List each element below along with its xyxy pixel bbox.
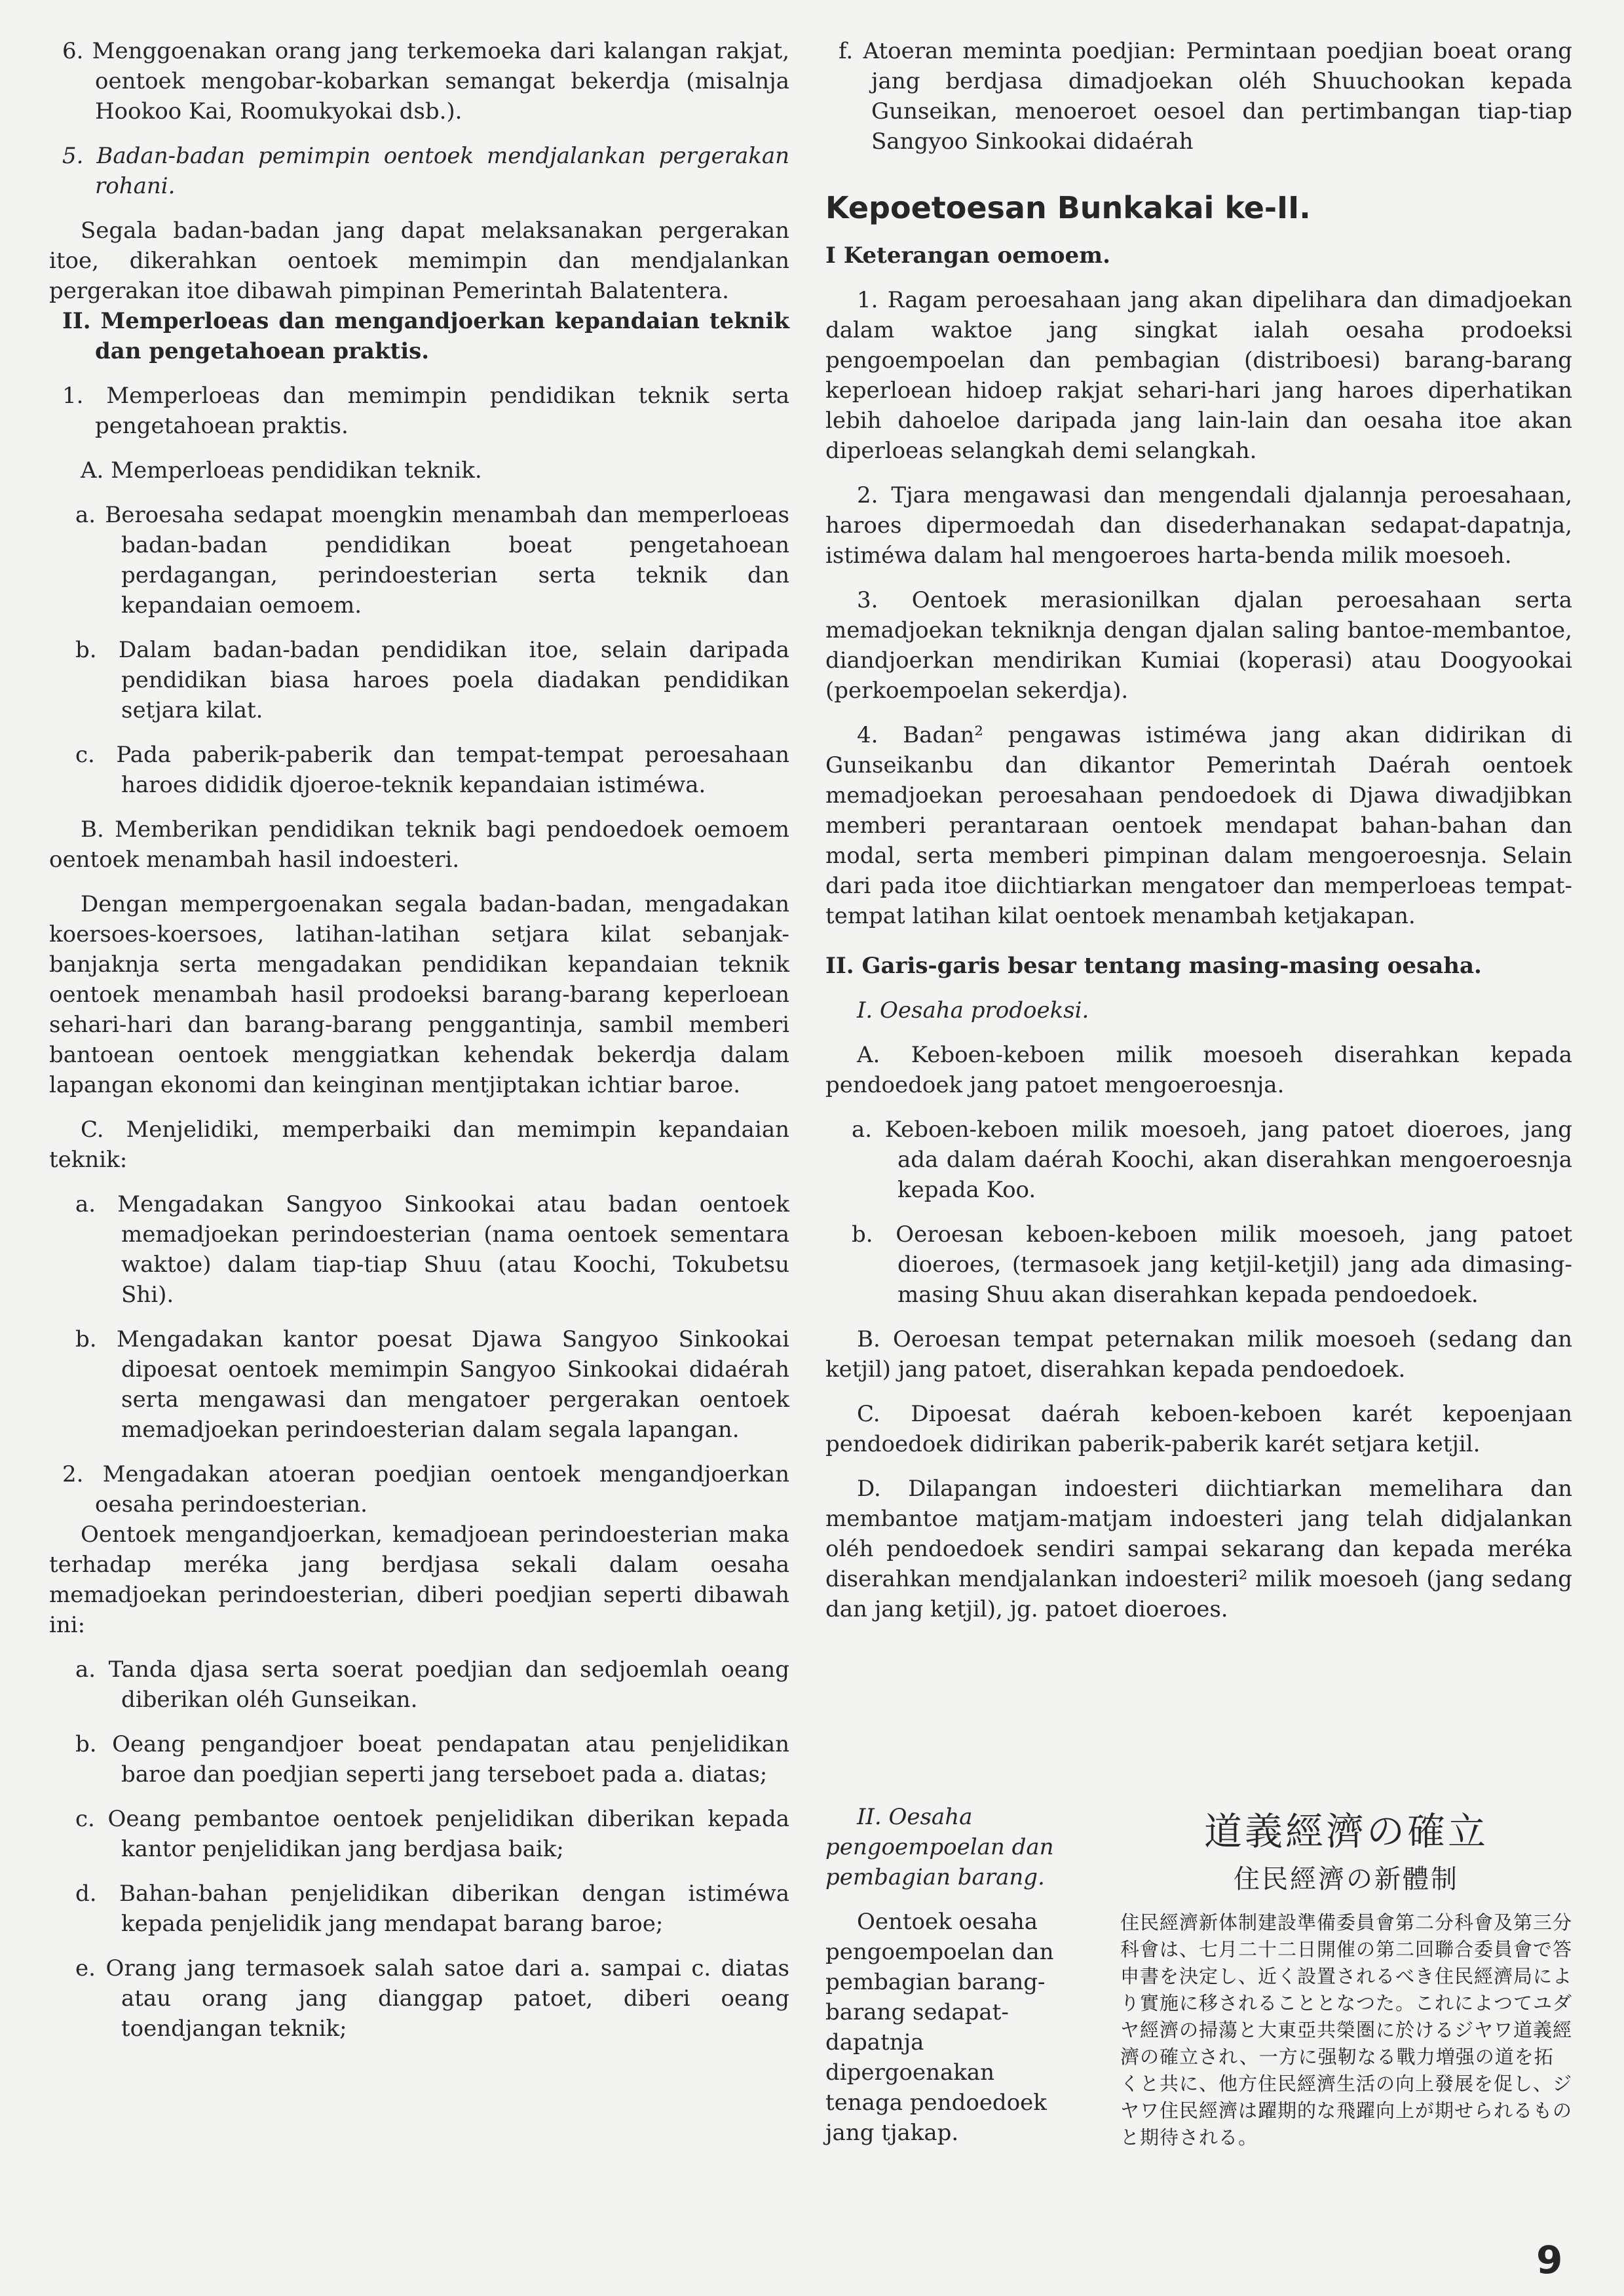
paragraph: 6. Menggoenakan orang jang terkemoeka dari kalangan rakjat, oentoek mengobar-kobarkan semangat bekerdja (misalnja Hookoo Kai, Roomukyokai dsb.). xyxy=(62,38,789,124)
paragraph: C. Dipoesat daérah keboen-keboen karét kepoenjaan pendoedoek didirikan paberik-paberik karét setjara ketjil. xyxy=(825,1401,1572,1457)
paragraph: 1. Ragam peroesahaan jang akan dipelihara dan dimadjoekan dalam waktoe jang singkat ialah oesaha prodoeksi pengoempoelan dan pembagian (distriboesi) barang-barang keperloean hidoep rakjat sehari-hari jang haroes diperhatikan lebih dahoeloe daripada jang lain-lain dan oesaha itoe akan diperloeas selangkah demi selangkah. xyxy=(825,287,1572,464)
paragraph: II. Oesaha pengoempoelan dan pembagian barang. xyxy=(825,1804,1054,1890)
paragraph: 4. Badan² pengawas istiméwa jang akan didirikan di Gunseikanbu dan dikantor Pemerintah Daérah oentoek memadjoekan peroesahaan pendoedoek di Djawa diwadjibkan memberi perantaraan oentoek mendapat bahan-bahan dan modal, serta memberi pimpinan dalam mengoeroesnja. Selain dari pada itoe diichtiarkan mengatoer dan memperloeas tempat-tempat latihan kilat oentoek menambah ketjakapan. xyxy=(825,722,1572,929)
japanese-subtitle: 住民經濟の新體制 xyxy=(1234,1864,1459,1894)
paragraph: II. Memperloeas dan mengandjoerkan kepandaian teknik dan pengetahoean praktis. xyxy=(62,308,789,364)
paragraph: B. Oeroesan tempat peternakan milik moesoeh (sedang dan ketjil) jang patoet, diserahkan kepada pendoedoek. xyxy=(825,1326,1572,1383)
japanese-body: 住民經濟新体制建設準備委員會第二分科會及第三分科會は、七月二十二日開催の第二回聯合委員會で答申書を決定し、近く設置されるべき住民經濟局により實施に移されることとなつた。これによつてユダヤ經濟の掃蕩と大東亞共榮圏に於けるジヤワ道義經濟の確立され、一方に强靭なる戰力増强の道を拓くと共に、他方住民經濟生活の向上發展を促し、ジヤワ住民經濟は躍期的な飛躍向上が期せられるものと期待される。 xyxy=(1120,1911,1573,2149)
paragraph: a. Keboen-keboen milik moesoeh, jang patoet dioeroes, jang ada dalam daérah Koochi, akan diserahkan mengoeroesnja kepada Koo. xyxy=(852,1117,1572,1203)
paragraph: c. Pada paberik-paberik dan tempat-tempat peroesahaan haroes dididik djoeroe-teknik kepandaian istiméwa. xyxy=(75,742,789,798)
right-column xyxy=(825,36,1572,1624)
paragraph: 1. Memperloeas dan memimpin pendidikan teknik serta pengetahoean praktis. xyxy=(62,383,789,439)
paragraph: A. Keboen-keboen milik moesoeh diserahkan kepada pendoedoek jang patoet mengoeroesnja. xyxy=(825,1042,1572,1098)
paragraph: b. Mengadakan kantor poesat Djawa Sangyoo Sinkookai dipoesat oentoek memimpin Sangyoo Sinkookai didaérah serta mengawasi dan mengatoer pergerakan oentoek memadjoekan perindoesterian dalam segala lapangan. xyxy=(75,1326,789,1443)
paragraph: f. Atoeran meminta poedjian: Permintaan poedjian boeat orang jang berdjasa dimadjoekan oléh Shuuchookan kepada Gunseikan, menoeroet oesoel dan pertimbangan tiap-tiap Sangyoo Sinkookai didaérah xyxy=(839,38,1572,155)
paragraph: e. Orang jang termasoek salah satoe dari a. sampai c. diatas atau orang jang dianggap patoet, diberi oeang toendjangan teknik; xyxy=(75,1955,789,2042)
paragraph: Segala badan-badan jang dapat melaksanakan pergerakan itoe, dikerahkan oentoek memimpin dan mendjalankan pergerakan itoe dibawah pimpinan Pemerintah Balatentera. xyxy=(49,218,789,304)
paragraph: c. Oeang pembantoe oentoek penjelidikan diberikan kepada kantor penjelidikan jang berdjasa baik; xyxy=(75,1806,789,1862)
distribution-section xyxy=(825,1802,1074,2148)
paragraph: a. Tanda djasa serta soerat poedjian dan sedjoemlah oeang diberikan oléh Gunseikan. xyxy=(75,1656,789,1713)
page-number: 9 xyxy=(1536,2238,1563,2282)
paragraph: Oentoek mengandjoerkan, kemadjoean perindoesterian maka terhadap meréka jang berdjasa sekali dalam oesaha memadjoekan perindoesterian, diberi poedjian seperti dibawah ini: xyxy=(49,1521,789,1638)
paragraph: b. Oeroesan keboen-keboen milik moesoeh, jang patoet dioeroes, (termasoek jang ketjil-ketjil) jang ada dimasing-masing Shuu akan diserahkan kepada pendoedoek. xyxy=(852,1221,1572,1308)
paragraph: A. Memperloeas pendidikan teknik. xyxy=(81,457,482,484)
paragraph: II. Garis-garis besar tentang masing-masing oesaha. xyxy=(825,953,1482,979)
paragraph: Oentoek oesaha pengoempoelan dan pembagian barang-barang sedapat-dapatnja dipergoenakan tenaga pendoedoek jang tjakap. xyxy=(825,1909,1054,2146)
japanese-title: 道義經濟の確立 xyxy=(1203,1809,1488,1854)
paragraph: Dengan mempergoenakan segala badan-badan, mengadakan koersoes-koersoes, latihan-latihan setjara kilat sebanjak-banjaknja serta mengadakan pendidikan kepandaian teknik oentoek menambah hasil prodoeksi barang-barang keperloean sehari-hari dan barang-barang penggantinja, sambil memberi bantoean oentoek menggiatkan kehendak bekerdja dalam lapangan ekonomi dan keinginan mentjiptakan ichtiar baroe. xyxy=(49,891,789,1098)
paragraph: b. Dalam badan-badan pendidikan itoe, selain daripada pendidikan biasa haroes poela diadakan pendidikan setjara kilat. xyxy=(75,637,789,723)
paragraph: 3. Oentoek merasionilkan djalan peroesahaan serta memadjoekan tekniknja dengan djalan saling bantoe-membantoe, diandjoerkan mendirikan Kumiai (koperasi) atau Doogyookai (perkoempoelan sekerdja). xyxy=(825,587,1572,704)
bottom-right-block xyxy=(825,1802,1573,2149)
paragraph: I Keterangan oemoem. xyxy=(825,242,1110,269)
paragraph: a. Mengadakan Sangyoo Sinkookai atau badan oentoek memadjoekan perindoesterian (nama oentoek sementara waktoe) dalam tiap-tiap Shuu (atau Koochi, Tokubetsu Shi). xyxy=(75,1191,789,1308)
paragraph: Kepoetoesan Bunkakai ke-II. xyxy=(825,190,1311,225)
paragraph: B. Memberikan pendidikan teknik bagi pendoedoek oemoem oentoek menambah hasil indoesteri. xyxy=(49,816,789,873)
paragraph: 2. Mengadakan atoeran poedjian oentoek mengandjoerkan oesaha perindoesterian. xyxy=(62,1461,789,1518)
paragraph: D. Dilapangan indoesteri diichtiarkan memelihara dan membantoe matjam-matjam indoesteri jang telah didjalankan oléh pendoedoek sendiri sampai sekarang dan kepada meréka diserahkan mendjalankan indoesteri² milik moesoeh (jang sedang dan jang ketjil), jg. patoet dioeroes. xyxy=(825,1476,1572,1622)
paragraph: I. Oesaha prodoeksi. xyxy=(857,997,1089,1024)
paragraph: 2. Tjara mengawasi dan mengendali djalannja peroesahaan, haroes dipermoedah dan disederhanakan sedapat-dapatnja, istiméwa dalam hal mengoeroes harta-benda milik moesoeh. xyxy=(825,482,1572,569)
paragraph: b. Oeang pengandjoer boeat pendapatan atau penjelidikan baroe dan poedjian seperti jang terseboet pada a. diatas; xyxy=(75,1731,789,1788)
paragraph: a. Beroesaha sedapat moengkin menambah dan memperloeas badan-badan pendidikan boeat pengetahoean perdagangan, perindoesterian serta teknik dan kepandaian oemoem. xyxy=(75,502,789,619)
paragraph: 5. Badan-badan pemimpin oentoek mendjalankan pergerakan rohani. xyxy=(62,143,789,199)
left-column xyxy=(49,36,789,2044)
paragraph: C. Menjelidiki, memperbaiki dan memimpin kepandaian teknik: xyxy=(49,1117,789,1173)
paragraph: d. Bahan-bahan penjelidikan diberikan dengan istiméwa kepada penjelidik jang mendapat barang baroe; xyxy=(75,1881,789,1937)
japanese-article xyxy=(1120,1808,1572,2151)
